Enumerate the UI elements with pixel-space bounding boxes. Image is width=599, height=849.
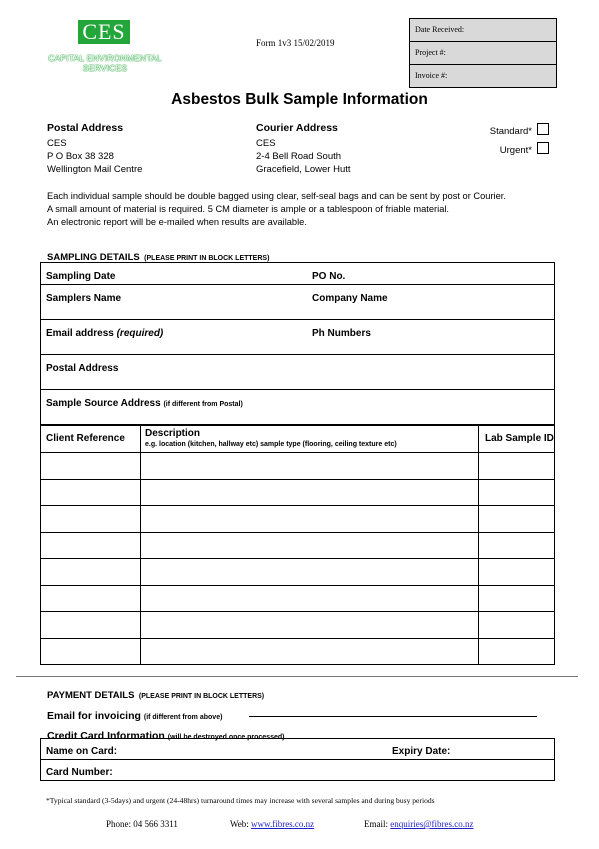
instruction-line: An electronic report will be e-mailed when results are available.: [47, 217, 307, 227]
email-address-cell[interactable]: [41, 320, 308, 355]
description-cell[interactable]: [141, 585, 479, 612]
col-header-lab-sample-id: [479, 426, 555, 453]
client-reference-header: Client Reference: [46, 433, 125, 444]
expiry-date-cell[interactable]: [386, 739, 555, 760]
invoice-email-label: Email for invoicing: [47, 710, 144, 722]
date-received-field[interactable]: Date Received:: [410, 19, 556, 42]
logo-name-line2: SERVICES: [82, 63, 128, 73]
description-cell[interactable]: [141, 532, 479, 559]
credit-card-note: (will be destroyed once processed): [167, 734, 285, 741]
client-reference-cell[interactable]: [41, 453, 141, 480]
sampling-date-cell[interactable]: [41, 263, 308, 285]
sampling-date-label: Sampling Date: [46, 271, 116, 282]
ph-numbers-label: Ph Numbers: [312, 328, 371, 339]
lab-sample-id-cell[interactable]: [479, 506, 555, 533]
instruction-line: Each individual sample should be double bagged using clear, self-seal bags and can be sent by post or Courier.: [47, 191, 506, 201]
description-cell[interactable]: [141, 612, 479, 639]
contact-phone: Phone: 04 566 3311: [106, 819, 178, 829]
email-link[interactable]: enquiries@fibres.co.nz: [390, 819, 474, 829]
card-number-cell[interactable]: [41, 760, 555, 781]
standard-label: Standard*: [489, 126, 532, 137]
source-address-cell[interactable]: [41, 390, 555, 425]
project-number-field[interactable]: Project #:: [410, 42, 556, 65]
postal-line: Wellington Mail Centre: [47, 164, 143, 175]
source-address-note: (if different from Postal): [163, 401, 243, 408]
samplers-name-label: Samplers Name: [46, 293, 122, 304]
postal-line: P O Box 38 328: [47, 151, 114, 162]
contact-email: [364, 819, 474, 829]
email-address-label: Email address: [46, 328, 117, 339]
po-number-label: PO No.: [312, 271, 346, 282]
invoice-number-field[interactable]: Invoice #:: [410, 65, 556, 88]
sampling-heading-text: SAMPLING DETAILS: [47, 252, 140, 263]
email-required-note: (required): [116, 328, 164, 339]
name-on-card-cell[interactable]: [41, 739, 387, 760]
lab-sample-id-cell[interactable]: [479, 612, 555, 639]
courier-line: Gracefield, Lower Hutt: [256, 164, 351, 175]
lab-sample-id-cell[interactable]: [479, 532, 555, 559]
table-row: [41, 638, 555, 665]
source-address-label: Sample Source Address: [46, 398, 164, 409]
postal-address-label: Postal Address: [46, 363, 119, 374]
invoice-email-note: (if different from above): [143, 714, 223, 721]
table-row: [41, 559, 555, 586]
postal-address-cell[interactable]: [41, 355, 555, 390]
table-row: [41, 506, 555, 533]
client-reference-cell[interactable]: [41, 612, 141, 639]
contact-web: [230, 819, 314, 829]
courier-line: CES: [256, 138, 276, 149]
payment-heading-note: (PLEASE PRINT IN BLOCK LETTERS): [138, 693, 265, 700]
description-cell[interactable]: [141, 479, 479, 506]
description-cell[interactable]: [141, 506, 479, 533]
col-header-description: [141, 426, 479, 453]
table-row: [41, 612, 555, 639]
description-cell[interactable]: [141, 638, 479, 665]
postal-heading: Postal Address: [47, 122, 124, 134]
payment-heading: [47, 685, 264, 703]
ph-numbers-cell[interactable]: [307, 320, 555, 355]
client-reference-cell[interactable]: [41, 638, 141, 665]
sampling-details-table: [40, 262, 555, 425]
page-title: Asbestos Bulk Sample Information: [171, 91, 428, 108]
credit-card-table: [40, 738, 555, 781]
form-version: Form 1v3 15/02/2019: [256, 38, 335, 48]
urgent-checkbox[interactable]: [537, 142, 549, 154]
lab-sample-id-cell[interactable]: [479, 585, 555, 612]
expiry-date-label: Expiry Date:: [392, 746, 451, 757]
web-link[interactable]: www.fibres.co.nz: [251, 819, 315, 829]
lab-sample-id-cell[interactable]: [479, 479, 555, 506]
instruction-line: A small amount of material is required. 5 CM diameter is ample or a tablespoon of friable material.: [47, 204, 450, 214]
courier-heading: Courier Address: [256, 122, 338, 134]
sampling-heading-note: (PLEASE PRINT IN BLOCK LETTERS): [144, 255, 270, 262]
postal-line: CES: [47, 138, 67, 149]
office-use-box: [409, 18, 557, 88]
description-cell[interactable]: [141, 453, 479, 480]
card-number-label: Card Number:: [46, 767, 113, 778]
client-reference-cell[interactable]: [41, 506, 141, 533]
courier-address-block: [256, 122, 351, 176]
po-number-cell[interactable]: [307, 263, 555, 285]
invoice-email-line[interactable]: [249, 716, 537, 717]
standard-checkbox[interactable]: [537, 123, 549, 135]
company-name-label: Company Name: [312, 293, 388, 304]
payment-heading-text: PAYMENT DETAILS: [47, 690, 135, 701]
invoice-email-label-group: [47, 706, 222, 724]
col-header-client-reference: [41, 426, 141, 453]
lab-sample-id-cell[interactable]: [479, 453, 555, 480]
samples-table: [40, 425, 555, 665]
courier-line: 2-4 Bell Road South: [256, 151, 342, 162]
lab-sample-id-cell[interactable]: [479, 559, 555, 586]
turnaround-footnote: *Typical standard (3-5days) and urgent (24-48hrs) turnaround times may increase with several samples and during busy periods: [46, 796, 435, 805]
name-on-card-label: Name on Card:: [46, 746, 118, 757]
credit-card-heading-text: Credit Card Information: [47, 730, 168, 742]
lab-sample-id-cell[interactable]: [479, 638, 555, 665]
table-row: [41, 453, 555, 480]
urgent-label: Urgent*: [499, 145, 532, 156]
client-reference-cell[interactable]: [41, 559, 141, 586]
client-reference-cell[interactable]: [41, 479, 141, 506]
client-reference-cell[interactable]: [41, 585, 141, 612]
table-row: [41, 479, 555, 506]
email-label: Email:: [364, 819, 391, 829]
table-row: [41, 532, 555, 559]
web-label: Web:: [230, 819, 252, 829]
company-name-cell[interactable]: [307, 285, 555, 320]
description-header: Description: [145, 428, 201, 439]
logo-name-line1: CAPITAL ENVIRONMENTAL: [48, 53, 162, 63]
description-hint: e.g. location (kitchen, hallway etc) sample type (flooring, ceiling texture etc): [145, 441, 397, 448]
samplers-name-cell[interactable]: [41, 285, 308, 320]
lab-sample-id-header: Lab Sample ID: [485, 433, 554, 444]
instructions: [47, 190, 567, 229]
section-divider: [16, 676, 578, 677]
logo-mark: CES: [78, 20, 130, 44]
client-reference-cell[interactable]: [41, 532, 141, 559]
logo-company-name: [44, 53, 166, 73]
description-cell[interactable]: [141, 559, 479, 586]
table-row: [41, 585, 555, 612]
postal-address-block: [47, 122, 142, 176]
